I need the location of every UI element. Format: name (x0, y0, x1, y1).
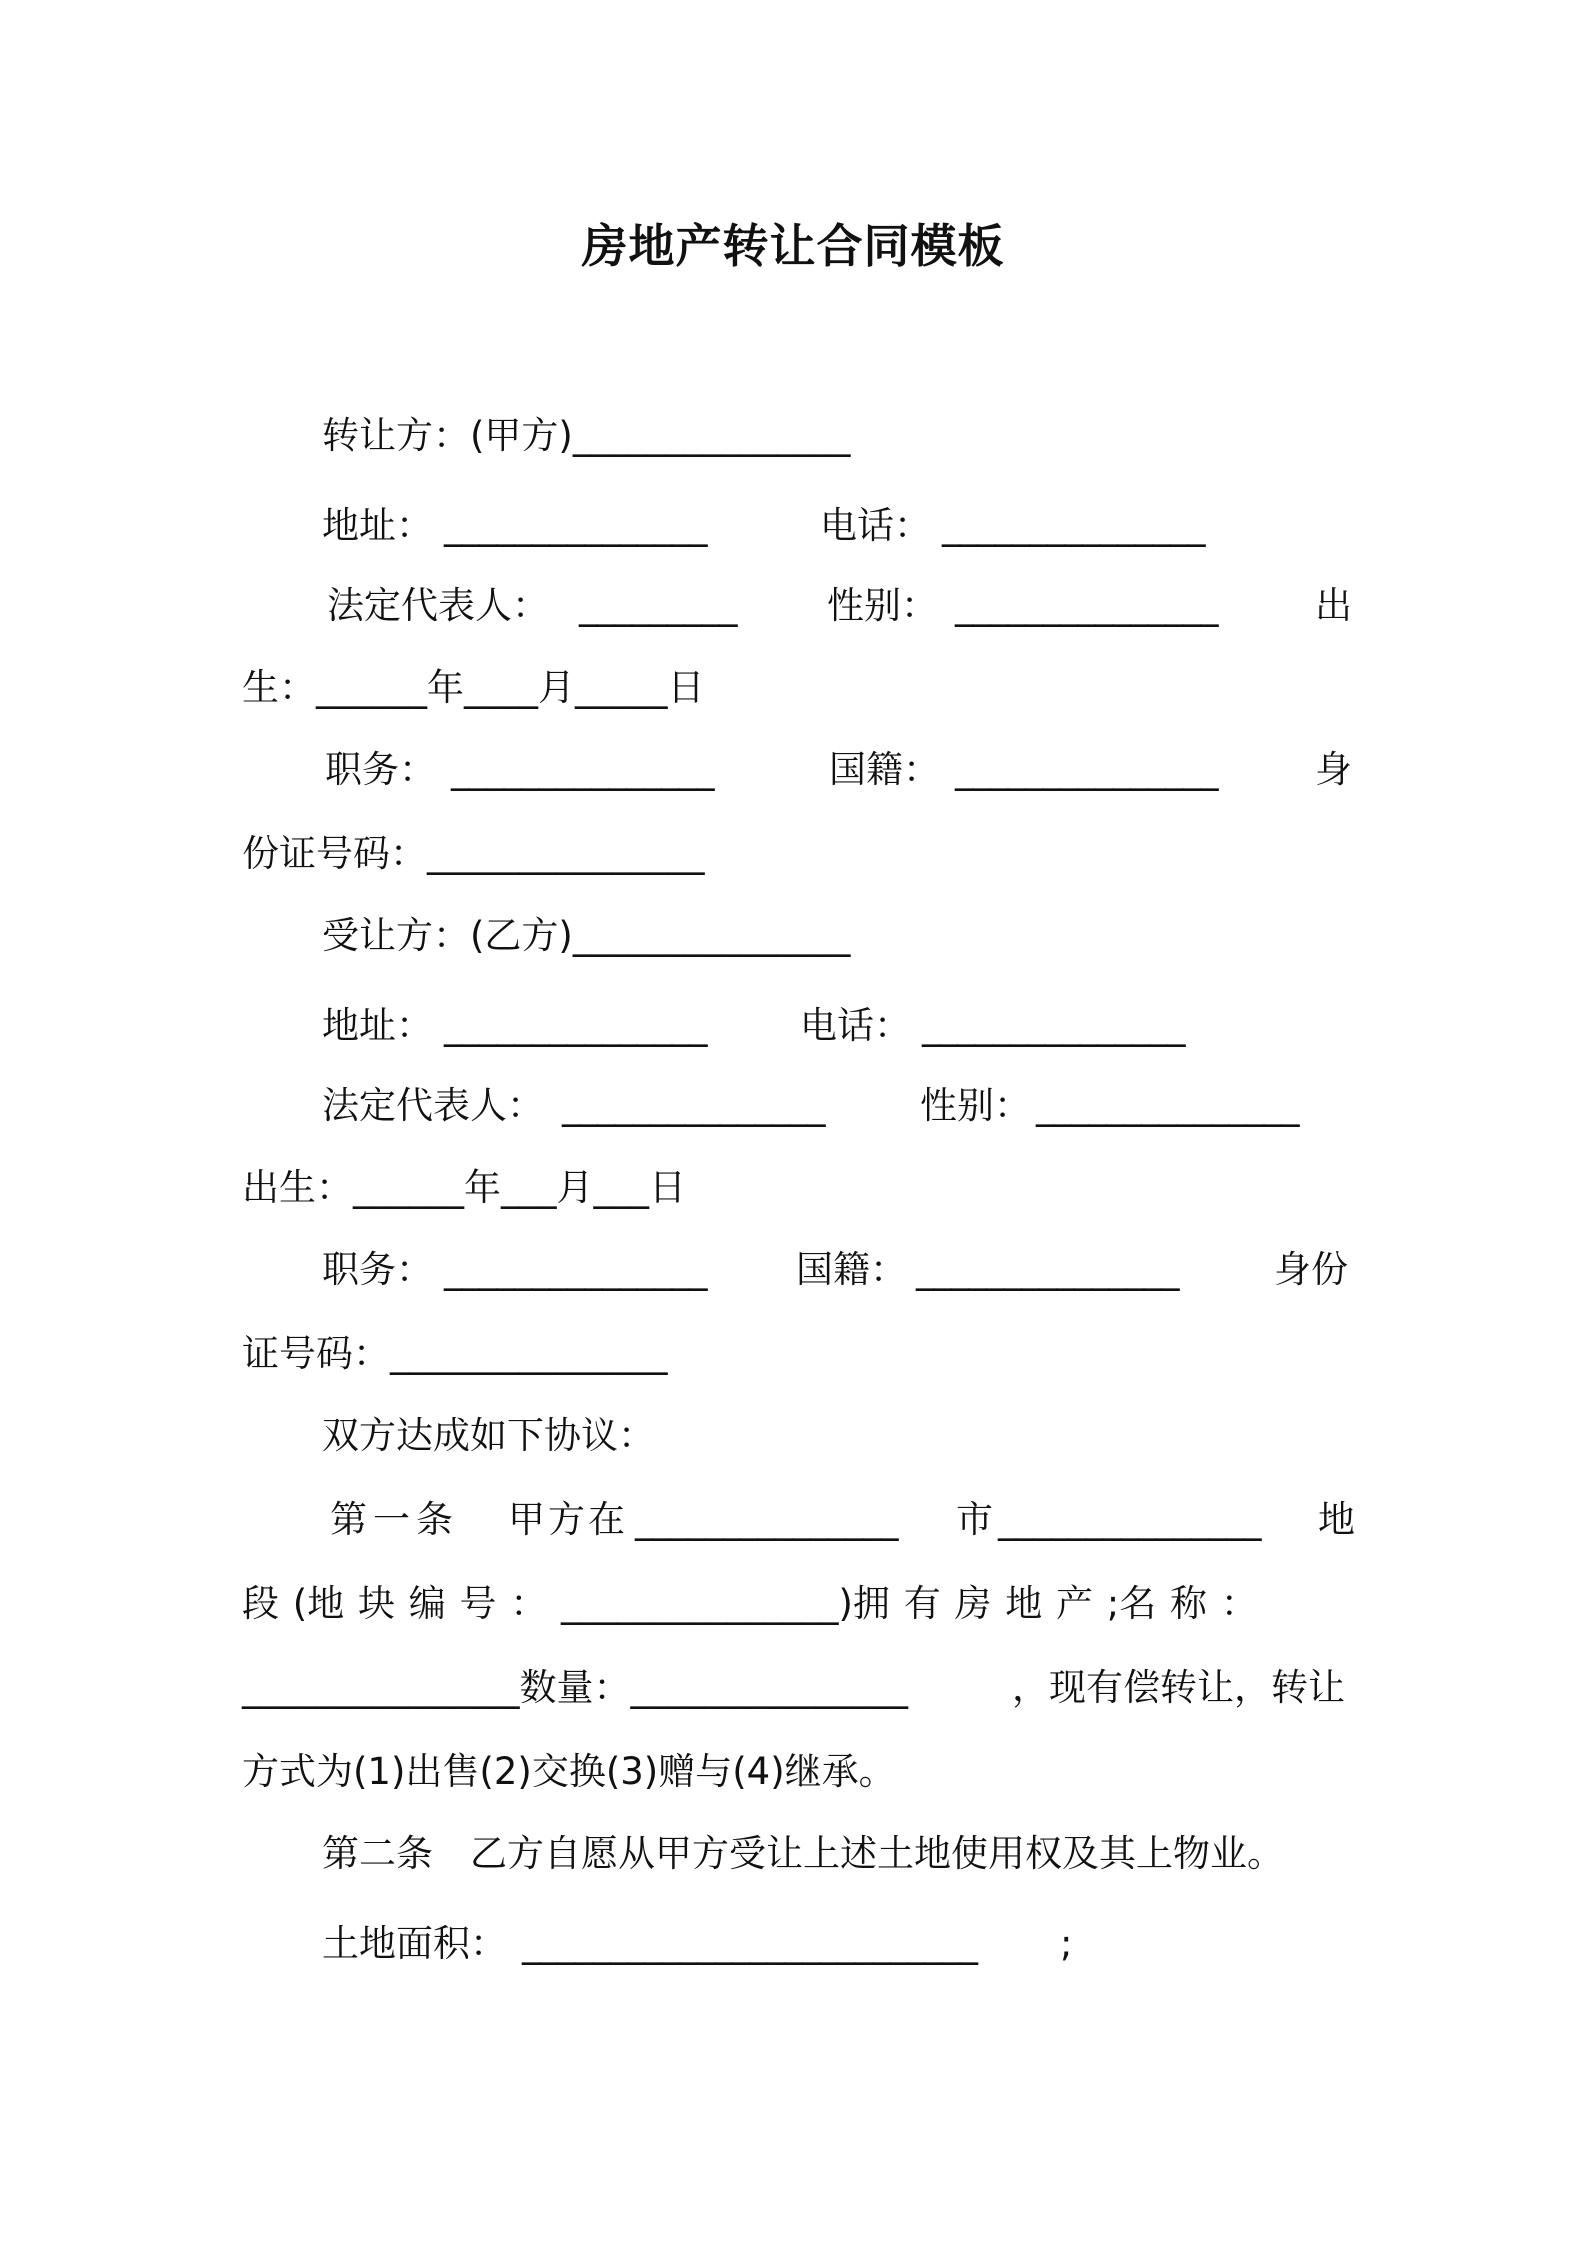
party-b-duty-blank: _______________ (444, 1248, 707, 1291)
party-a-birth-line: 生：______年____月_____日 (242, 666, 705, 709)
article-1-line-1: 第一条 甲方在 _______________ 市 _______________ 地 (330, 1492, 1360, 1548)
party-b-rep-label: 法定代表人： (322, 1084, 544, 1127)
party-a-rep-gender-line (327, 578, 1357, 634)
party-b-gender-blank: _______________ (1036, 1084, 1299, 1127)
party-b-nation-label: 国籍： (796, 1248, 907, 1291)
land-area-label: 土地面积： (322, 1922, 507, 1965)
party-a-duty-label: 职务： (325, 748, 436, 791)
party-a-address-blank: _______________ (444, 504, 707, 547)
land-area-blank: __________________________ (522, 1922, 977, 1965)
party-b-id-line: 证号码：_______________ (242, 1332, 668, 1375)
party-b-address-phone-line (322, 998, 1432, 1054)
party-b-duty-nation-line (322, 1242, 1357, 1298)
party-a-gender-blank: _______________ (955, 584, 1218, 627)
article-1-line-2: 段 (地 块 编 号 ： _______________)拥 有 房 地 产 ;名 称 ： (242, 1582, 1258, 1625)
party-a-id-line: 份证号码：_______________ (242, 832, 705, 875)
party-b-birth-line: 出生：______年___月___日 (242, 1166, 686, 1209)
party-b-phone-label: 电话： (800, 1004, 911, 1047)
party-a-rep-blank: _________ (579, 584, 737, 627)
party-b-heading: 受让方：(乙方)_______________ (322, 914, 851, 957)
party-a-address-label: 地址： (322, 504, 433, 547)
article-2-line: 第二条 乙方自愿从甲方受让上述土地使用权及其上物业。 (322, 1832, 1284, 1875)
party-b-duty-label: 职务： (322, 1248, 433, 1291)
article-1-district-blank: _______________ (998, 1498, 1261, 1541)
article-1-line-3: _______________数量：_______________ ，现有偿转让，转让 (242, 1666, 1345, 1709)
party-a-birth-head: 出 (1315, 584, 1352, 627)
party-a-id-head: 身 (1315, 748, 1352, 791)
agreement-intro: 双方达成如下协议： (322, 1414, 655, 1457)
party-b-address-label: 地址： (322, 1004, 433, 1047)
article-1-line-4: 方式为(1)出售(2)交换(3)赠与(4)继承。 (242, 1750, 896, 1793)
party-a-nation-blank: _______________ (955, 748, 1218, 791)
party-b-id-head: 身份 (1274, 1248, 1348, 1291)
land-area-line: 土地面积： __________________________ ; (322, 1916, 1432, 1972)
article-1-city-blank: _______________ (635, 1498, 898, 1541)
party-a-phone-label: 电话： (820, 504, 931, 547)
party-b-rep-blank: _______________ (562, 1084, 825, 1127)
party-b-gender-label: 性别： (920, 1084, 1031, 1127)
party-a-address-phone-line (322, 498, 1432, 554)
party-b-nation-blank: _______________ (916, 1248, 1179, 1291)
party-a-gender-label: 性别： (827, 584, 938, 627)
party-a-nation-label: 国籍： (829, 748, 940, 791)
party-b-phone-blank: _______________ (922, 1004, 1185, 1047)
party-a-phone-blank: _______________ (942, 504, 1205, 547)
party-b-rep-gender-line (322, 1078, 1352, 1134)
party-b-address-blank: _______________ (444, 1004, 707, 1047)
party-a-rep-label: 法定代表人： (327, 584, 549, 627)
party-a-duty-nation-line (325, 742, 1355, 798)
document-title: 房地产转让合同模板 (581, 219, 1005, 273)
party-a-heading: 转让方：(甲方)_______________ (322, 414, 851, 457)
article-1-number: 第一条 (330, 1498, 459, 1541)
party-a-duty-blank: _______________ (451, 748, 714, 791)
